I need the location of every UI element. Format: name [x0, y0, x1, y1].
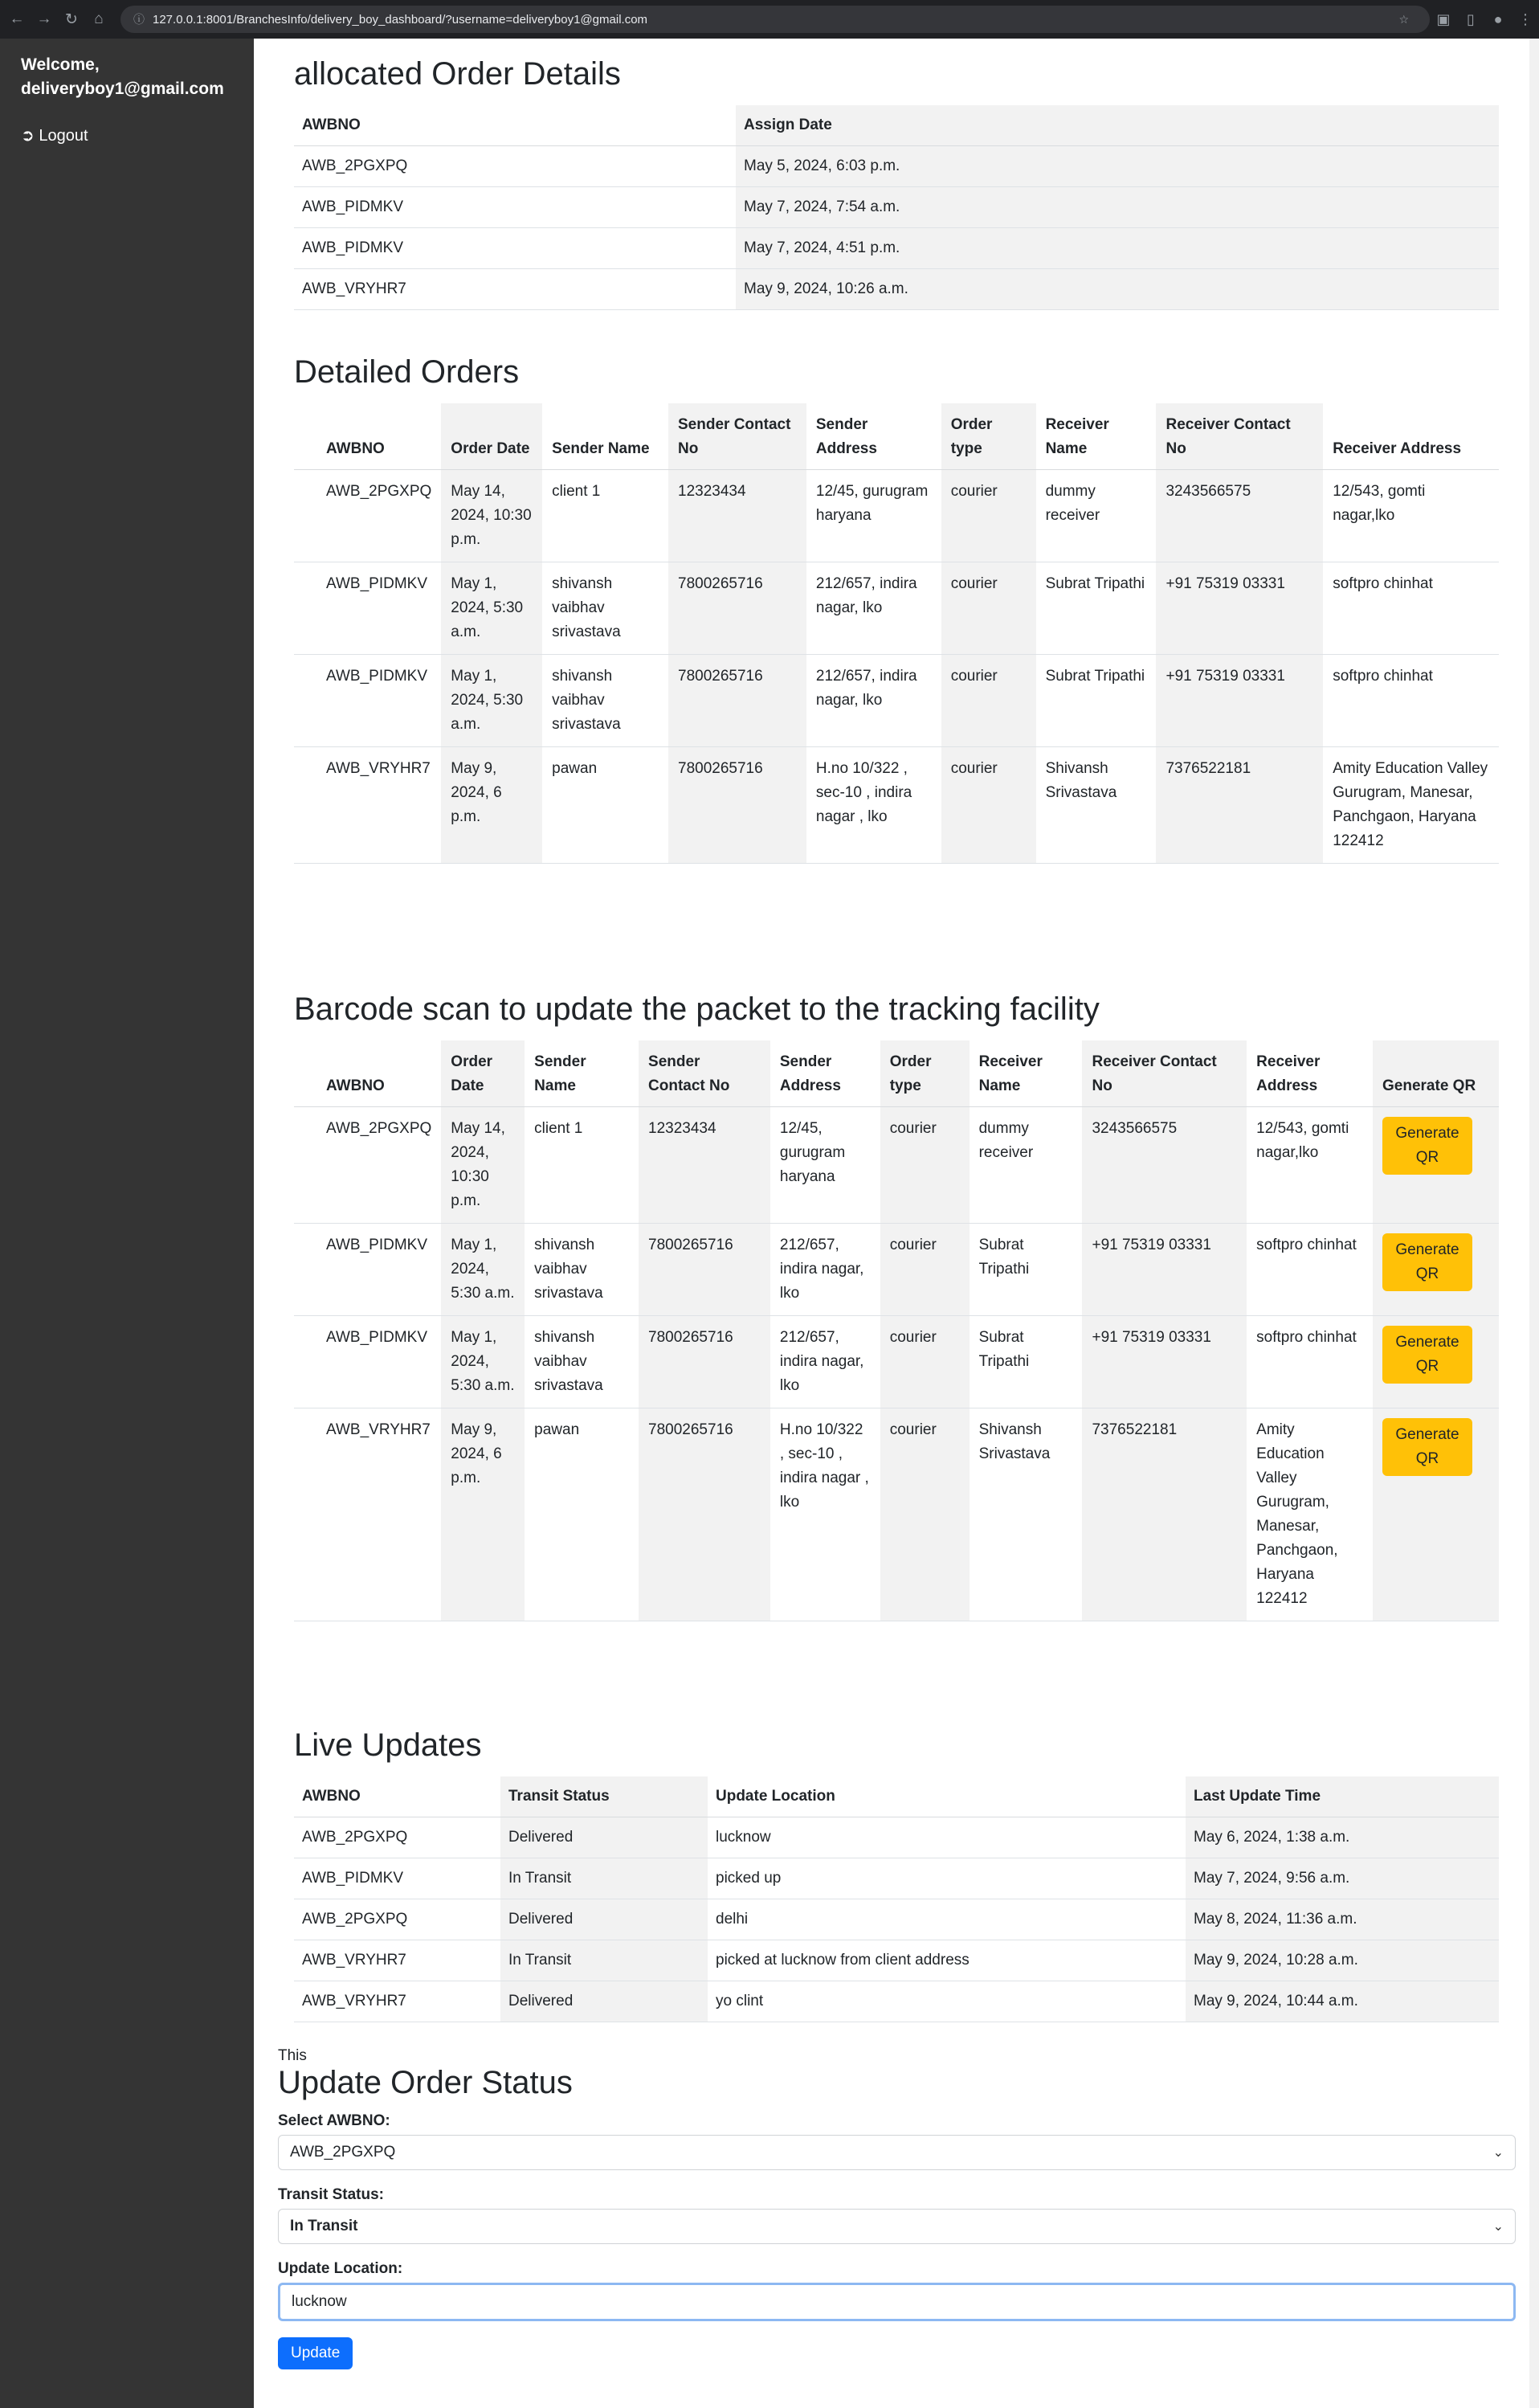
- column-header: Transit Status: [500, 1776, 708, 1817]
- table-row: [294, 562, 1499, 655]
- table-cell: May 5, 2024, 6:03 p.m.: [736, 146, 1499, 187]
- table-row: [294, 1981, 1499, 2022]
- column-header: Receiver Contact No: [1156, 403, 1323, 470]
- live-updates-table: [294, 1776, 1499, 2022]
- table-cell: shivansh vaibhav srivastava: [525, 1316, 639, 1408]
- table-cell: Subrat Tripathi: [1036, 655, 1157, 747]
- table-cell: AWB_2PGXPQ: [294, 146, 736, 187]
- column-header: Receiver Address: [1323, 403, 1499, 470]
- table-cell: 12/45, gurugram haryana: [806, 470, 941, 562]
- url-text: 127.0.0.1:8001/BranchesInfo/delivery_boy_dashboard/?username=deliveryboy1@gmail.com: [153, 12, 648, 27]
- table-row: [294, 747, 1499, 864]
- table-cell: 12/45, gurugram haryana: [770, 1107, 880, 1224]
- generate-qr-button[interactable]: Generate QR: [1382, 1418, 1472, 1476]
- column-header: Generate QR: [1373, 1040, 1499, 1107]
- location-input[interactable]: [278, 2283, 1516, 2321]
- table-cell: 212/657, indira nagar, lko: [806, 655, 941, 747]
- table-cell: AWB_PIDMKV: [294, 1316, 441, 1408]
- table-cell: picked up: [708, 1858, 1186, 1899]
- table-cell: client 1: [542, 470, 668, 562]
- table-cell: 12323434: [639, 1107, 770, 1224]
- browser-menu-icon[interactable]: ⋮: [1518, 10, 1533, 27]
- live-updates-section: [294, 1727, 1499, 2022]
- table-cell: AWB_PIDMKV: [294, 1858, 500, 1899]
- column-header: AWBNO: [294, 1040, 441, 1107]
- update-button[interactable]: Update: [278, 2337, 353, 2369]
- table-cell: [1373, 1408, 1499, 1621]
- forward-icon[interactable]: →: [36, 10, 52, 27]
- table-cell: May 7, 2024, 7:54 a.m.: [736, 187, 1499, 228]
- table-cell: May 9, 2024, 10:26 a.m.: [736, 269, 1499, 310]
- table-cell: courier: [941, 655, 1036, 747]
- update-status-form: [278, 2047, 1516, 2369]
- chevron-down-icon: ⌄: [1492, 2146, 1504, 2160]
- table-cell: May 14, 2024, 10:30 p.m.: [441, 1107, 525, 1224]
- table-cell: Subrat Tripathi: [970, 1224, 1083, 1316]
- logout-icon: ➲: [21, 127, 35, 145]
- welcome-text: Welcome, deliveryboy1@gmail.com: [21, 55, 224, 98]
- logout-link[interactable]: [21, 125, 233, 145]
- column-header: Order Date: [441, 1040, 525, 1107]
- table-cell: [1373, 1107, 1499, 1224]
- column-header: AWBNO: [294, 105, 736, 146]
- table-cell: 7800265716: [668, 747, 806, 864]
- table-cell: [1373, 1316, 1499, 1408]
- column-header: Sender Name: [542, 403, 668, 470]
- table-cell: Amity Education Valley Gurugram, Manesar, Panchgaon, Haryana 122412: [1247, 1408, 1373, 1621]
- address-bar[interactable]: [120, 6, 1430, 33]
- table-cell: May 9, 2024, 6 p.m.: [441, 1408, 525, 1621]
- table-cell: May 1, 2024, 5:30 a.m.: [441, 1316, 525, 1408]
- table-row: [294, 1817, 1499, 1858]
- table-cell: +91 75319 03331: [1082, 1316, 1247, 1408]
- column-header: Sender Address: [806, 403, 941, 470]
- column-header: Sender Address: [770, 1040, 880, 1107]
- table-cell: Delivered: [500, 1899, 708, 1940]
- table-cell: softpro chinhat: [1247, 1224, 1373, 1316]
- table-cell: AWB_PIDMKV: [294, 562, 441, 655]
- barcode-table: [294, 1040, 1499, 1621]
- allocated-table: [294, 105, 1499, 310]
- reload-icon[interactable]: ↻: [65, 10, 78, 28]
- table-cell: AWB_VRYHR7: [294, 1981, 500, 2022]
- table-cell: In Transit: [500, 1858, 708, 1899]
- table-cell: softpro chinhat: [1323, 655, 1499, 747]
- column-header: Order Date: [441, 403, 542, 470]
- column-header: Sender Contact No: [668, 403, 806, 470]
- table-cell: 7376522181: [1082, 1408, 1247, 1621]
- table-cell: Shivansh Srivastava: [970, 1408, 1083, 1621]
- site-info-icon[interactable]: ⓘ: [133, 13, 145, 26]
- table-cell: lucknow: [708, 1817, 1186, 1858]
- table-cell: H.no 10/322 , sec-10 , indira nagar , lko: [806, 747, 941, 864]
- table-cell: courier: [880, 1316, 970, 1408]
- awb-select-value: AWB_2PGXPQ: [290, 2144, 396, 2161]
- allocated-title: allocated Order Details: [294, 56, 621, 92]
- table-cell: May 8, 2024, 11:36 a.m.: [1186, 1899, 1499, 1940]
- table-cell: 3243566575: [1156, 470, 1323, 562]
- table-cell: 212/657, indira nagar, lko: [770, 1224, 880, 1316]
- table-cell: +91 75319 03331: [1156, 562, 1323, 655]
- table-cell: [1373, 1224, 1499, 1316]
- awb-select-label: Select AWBNO:: [278, 2112, 390, 2129]
- column-header: AWBNO: [294, 1776, 500, 1817]
- table-row: [294, 146, 1499, 187]
- table-row: [294, 1940, 1499, 1981]
- table-cell: 7800265716: [639, 1316, 770, 1408]
- table-cell: AWB_PIDMKV: [294, 1224, 441, 1316]
- table-cell: pawan: [542, 747, 668, 864]
- form-note: This: [278, 2047, 307, 2064]
- column-header: Sender Contact No: [639, 1040, 770, 1107]
- awb-select[interactable]: [278, 2135, 1516, 2170]
- sidebar: [0, 39, 254, 2408]
- table-row: [294, 1107, 1499, 1224]
- status-select[interactable]: [278, 2209, 1516, 2244]
- column-header: Last Update Time: [1186, 1776, 1499, 1817]
- table-row: [294, 187, 1499, 228]
- column-header: Sender Name: [525, 1040, 639, 1107]
- table-cell: May 6, 2024, 1:38 a.m.: [1186, 1817, 1499, 1858]
- table-cell: softpro chinhat: [1247, 1316, 1373, 1408]
- table-row: [294, 470, 1499, 562]
- table-cell: 212/657, indira nagar, lko: [770, 1316, 880, 1408]
- table-cell: Delivered: [500, 1817, 708, 1858]
- table-cell: +91 75319 03331: [1156, 655, 1323, 747]
- table-cell: May 9, 2024, 10:44 a.m.: [1186, 1981, 1499, 2022]
- table-cell: Amity Education Valley Gurugram, Manesar, Panchgaon, Haryana 122412: [1323, 747, 1499, 864]
- form-title: Update Order Status: [278, 2065, 573, 2100]
- table-cell: courier: [880, 1408, 970, 1621]
- table-cell: 12/543, gomti nagar,lko: [1323, 470, 1499, 562]
- table-cell: 12/543, gomti nagar,lko: [1247, 1107, 1373, 1224]
- table-cell: 212/657, indira nagar, lko: [806, 562, 941, 655]
- table-row: [294, 269, 1499, 310]
- detailed-orders-title: Detailed Orders: [294, 354, 520, 390]
- column-header: Receiver Name: [1036, 403, 1157, 470]
- table-cell: AWB_2PGXPQ: [294, 470, 441, 562]
- table-cell: courier: [941, 470, 1036, 562]
- table-cell: dummy receiver: [970, 1107, 1083, 1224]
- table-cell: 7800265716: [668, 655, 806, 747]
- table-cell: shivansh vaibhav srivastava: [542, 655, 668, 747]
- table-cell: Delivered: [500, 1981, 708, 2022]
- table-cell: May 9, 2024, 6 p.m.: [441, 747, 542, 864]
- table-cell: May 9, 2024, 10:28 a.m.: [1186, 1940, 1499, 1981]
- table-row: [294, 1316, 1499, 1408]
- table-cell: Subrat Tripathi: [1036, 562, 1157, 655]
- generate-qr-button[interactable]: Generate QR: [1382, 1233, 1472, 1291]
- main-content: [254, 39, 1539, 2408]
- table-cell: courier: [941, 562, 1036, 655]
- column-header: Receiver Contact No: [1082, 1040, 1247, 1107]
- location-input-label: Update Location:: [278, 2260, 403, 2277]
- table-cell: +91 75319 03331: [1082, 1224, 1247, 1316]
- detailed-orders-table: [294, 403, 1499, 864]
- table-cell: delhi: [708, 1899, 1186, 1940]
- table-cell: AWB_2PGXPQ: [294, 1107, 441, 1224]
- home-icon[interactable]: ⌂: [94, 10, 104, 27]
- column-header: Assign Date: [736, 105, 1499, 146]
- table-row: [294, 655, 1499, 747]
- browser-toolbar: [0, 0, 1539, 39]
- table-cell: dummy receiver: [1036, 470, 1157, 562]
- table-cell: AWB_2PGXPQ: [294, 1817, 500, 1858]
- table-cell: 7800265716: [639, 1408, 770, 1621]
- barcode-section: [294, 991, 1499, 1621]
- column-header: Order type: [941, 403, 1036, 470]
- table-cell: AWB_VRYHR7: [294, 269, 736, 310]
- table-cell: May 14, 2024, 10:30 p.m.: [441, 470, 542, 562]
- allocated-section: [294, 56, 1499, 310]
- table-cell: 7800265716: [639, 1224, 770, 1316]
- table-cell: May 1, 2024, 5:30 a.m.: [441, 655, 542, 747]
- bookmark-star-icon[interactable]: ☆: [1398, 12, 1409, 26]
- table-cell: pawan: [525, 1408, 639, 1621]
- detailed-orders-section: [294, 354, 1499, 864]
- table-cell: AWB_2PGXPQ: [294, 1899, 500, 1940]
- table-cell: shivansh vaibhav srivastava: [542, 562, 668, 655]
- table-cell: AWB_VRYHR7: [294, 1940, 500, 1981]
- table-cell: courier: [880, 1107, 970, 1224]
- table-cell: Subrat Tripathi: [970, 1316, 1083, 1408]
- barcode-title: Barcode scan to update the packet to the tracking facility: [294, 991, 1100, 1027]
- column-header: Update Location: [708, 1776, 1186, 1817]
- table-cell: courier: [880, 1224, 970, 1316]
- generate-qr-button[interactable]: Generate QR: [1382, 1326, 1472, 1384]
- table-cell: 7376522181: [1156, 747, 1323, 864]
- table-cell: H.no 10/322 , sec-10 , indira nagar , lko: [770, 1408, 880, 1621]
- column-header: Receiver Address: [1247, 1040, 1373, 1107]
- extensions-puzzle-icon[interactable]: ▯: [1467, 10, 1475, 27]
- table-cell: In Transit: [500, 1940, 708, 1981]
- table-cell: AWB_PIDMKV: [294, 187, 736, 228]
- table-cell: AWB_PIDMKV: [294, 228, 736, 269]
- table-cell: shivansh vaibhav srivastava: [525, 1224, 639, 1316]
- logout-label: Logout: [39, 127, 88, 145]
- table-row: [294, 228, 1499, 269]
- profile-avatar-icon[interactable]: ●: [1493, 10, 1503, 27]
- table-row: [294, 1899, 1499, 1940]
- table-row: [294, 1224, 1499, 1316]
- back-icon[interactable]: ←: [9, 10, 25, 27]
- table-row: [294, 1408, 1499, 1621]
- chevron-down-icon: ⌄: [1492, 2220, 1504, 2234]
- table-cell: client 1: [525, 1107, 639, 1224]
- live-updates-title: Live Updates: [294, 1727, 482, 1763]
- table-cell: 12323434: [668, 470, 806, 562]
- column-header: Order type: [880, 1040, 970, 1107]
- status-select-value: In Transit: [290, 2218, 358, 2234]
- status-select-label: Transit Status:: [278, 2186, 384, 2203]
- extension-icon[interactable]: ▣: [1436, 10, 1451, 27]
- table-cell: May 7, 2024, 4:51 p.m.: [736, 228, 1499, 269]
- table-cell: softpro chinhat: [1323, 562, 1499, 655]
- generate-qr-button[interactable]: Generate QR: [1382, 1117, 1472, 1175]
- table-cell: AWB_VRYHR7: [294, 747, 441, 864]
- table-cell: May 1, 2024, 5:30 a.m.: [441, 562, 542, 655]
- column-header: Receiver Name: [970, 1040, 1083, 1107]
- table-cell: yo clint: [708, 1981, 1186, 2022]
- table-cell: 7800265716: [668, 562, 806, 655]
- table-cell: picked at lucknow from client address: [708, 1940, 1186, 1981]
- column-header: AWBNO: [294, 403, 441, 470]
- table-cell: courier: [941, 747, 1036, 864]
- table-cell: 3243566575: [1082, 1107, 1247, 1224]
- table-row: [294, 1858, 1499, 1899]
- table-cell: Shivansh Srivastava: [1036, 747, 1157, 864]
- table-cell: May 7, 2024, 9:56 a.m.: [1186, 1858, 1499, 1899]
- table-cell: AWB_VRYHR7: [294, 1408, 441, 1621]
- table-cell: May 1, 2024, 5:30 a.m.: [441, 1224, 525, 1316]
- scrollbar[interactable]: [1529, 39, 1539, 2408]
- table-cell: AWB_PIDMKV: [294, 655, 441, 747]
